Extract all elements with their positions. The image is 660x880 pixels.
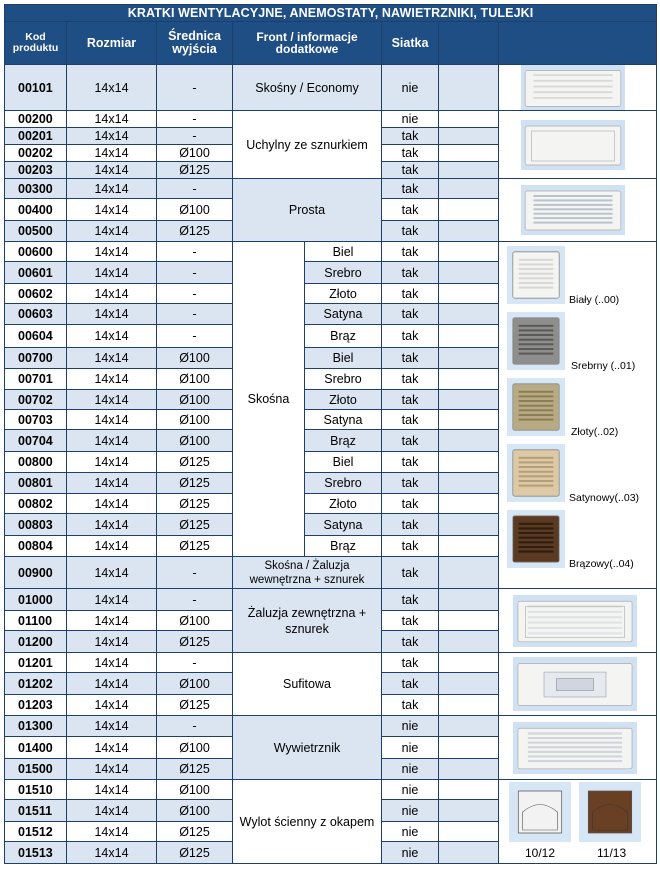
- product-size: 14x14: [67, 128, 157, 145]
- product-size: 14x14: [67, 369, 157, 390]
- product-code: 00600: [5, 242, 67, 262]
- product-code: 00601: [5, 262, 67, 284]
- header-size: Rozmiar: [67, 22, 157, 65]
- table-row: [5, 179, 657, 199]
- mesh-value: nie: [382, 716, 439, 737]
- product-size: 14x14: [67, 221, 157, 242]
- product-size: 14x14: [67, 390, 157, 410]
- product-size: 14x14: [67, 695, 157, 716]
- product-size: 14x14: [67, 430, 157, 452]
- blank-cell: [439, 695, 499, 716]
- mesh-value: tak: [382, 284, 439, 304]
- product-size: 14x14: [67, 284, 157, 304]
- product-code: 00701: [5, 369, 67, 390]
- mesh-value: tak: [382, 430, 439, 452]
- img-zaluzja: [499, 589, 657, 653]
- product-code: 01203: [5, 695, 67, 716]
- product-code: 00400: [5, 199, 67, 221]
- mesh-value: tak: [382, 514, 439, 536]
- front-color: Satyna: [305, 410, 382, 430]
- table-row: [5, 780, 657, 800]
- product-diameter: Ø100: [157, 348, 233, 369]
- product-size: 14x14: [67, 473, 157, 494]
- product-diameter: Ø125: [157, 162, 233, 179]
- blank-cell: [439, 473, 499, 494]
- blank-cell: [439, 262, 499, 284]
- product-diameter: Ø100: [157, 199, 233, 221]
- product-code: 00802: [5, 494, 67, 514]
- blank-cell: [439, 410, 499, 430]
- mesh-value: nie: [382, 800, 439, 822]
- blank-cell: [439, 822, 499, 842]
- blank-cell: [439, 800, 499, 822]
- blank-cell: [439, 536, 499, 557]
- img-colors: [499, 242, 657, 589]
- blank-cell: [439, 179, 499, 199]
- product-size: 14x14: [67, 304, 157, 325]
- product-code: 00803: [5, 514, 67, 536]
- product-diameter: Ø100: [157, 673, 233, 695]
- product-code: 00703: [5, 410, 67, 430]
- product-code: 01300: [5, 716, 67, 737]
- product-diameter: -: [157, 325, 233, 348]
- product-diameter: -: [157, 557, 233, 589]
- front-label: Wylot ścienny z okapem: [233, 780, 382, 864]
- product-diameter: Ø100: [157, 145, 233, 162]
- product-table-wrapper: [4, 4, 656, 864]
- product-photo: [513, 722, 637, 777]
- mesh-value: tak: [382, 221, 439, 242]
- product-diameter: -: [157, 304, 233, 325]
- product-photo: [521, 65, 625, 111]
- product-code: 00200: [5, 111, 67, 128]
- blank-cell: [439, 284, 499, 304]
- blank-cell: [439, 611, 499, 631]
- mesh-value: nie: [382, 780, 439, 800]
- blank-cell: [439, 842, 499, 864]
- table-title: KRATKI WENTYLACYJNE, ANEMOSTATY, NAWIETRZNIKI, TULEJKI: [5, 5, 657, 22]
- product-size: 14x14: [67, 557, 157, 589]
- front-label: Żaluzja zewnętrzna + sznurek: [233, 589, 382, 653]
- product-code: 00604: [5, 325, 67, 348]
- product-diameter: Ø100: [157, 800, 233, 822]
- photo-caption: 10/12: [525, 846, 556, 860]
- blank-cell: [439, 494, 499, 514]
- product-diameter: Ø125: [157, 695, 233, 716]
- front-label: Wywietrznik: [233, 716, 382, 780]
- front-label: Skośny / Economy: [233, 65, 382, 111]
- mesh-value: nie: [382, 842, 439, 864]
- photo-caption: Biały (..00): [569, 294, 620, 306]
- product-diameter: Ø125: [157, 221, 233, 242]
- product-table: [4, 4, 657, 864]
- front-color: Biel: [305, 348, 382, 369]
- blank-cell: [439, 780, 499, 800]
- mesh-value: tak: [382, 199, 439, 221]
- product-diameter: Ø125: [157, 494, 233, 514]
- blank-cell: [439, 145, 499, 162]
- blank-cell: [439, 348, 499, 369]
- photo-caption: Satynowy(..03): [569, 492, 640, 504]
- product-size: 14x14: [67, 348, 157, 369]
- front-color: Biel: [305, 242, 382, 262]
- product-size: 14x14: [67, 145, 157, 162]
- product-diameter: Ø125: [157, 759, 233, 780]
- product-size: 14x14: [67, 822, 157, 842]
- blank-cell: [439, 242, 499, 262]
- product-diameter: Ø100: [157, 611, 233, 631]
- mesh-value: tak: [382, 557, 439, 589]
- product-code: 00702: [5, 390, 67, 410]
- product-diameter: Ø100: [157, 737, 233, 759]
- img-wylot: [499, 780, 657, 864]
- product-code: 00201: [5, 128, 67, 145]
- mesh-value: tak: [382, 536, 439, 557]
- product-diameter: -: [157, 128, 233, 145]
- header-image: [499, 22, 657, 65]
- product-size: 14x14: [67, 589, 157, 611]
- product-diameter: Ø125: [157, 473, 233, 494]
- product-diameter: Ø125: [157, 452, 233, 473]
- mesh-value: tak: [382, 473, 439, 494]
- color-swatch-photo: [507, 378, 565, 439]
- img-prosta: [499, 179, 657, 242]
- product-code: 01100: [5, 611, 67, 631]
- front-color: Srebro: [305, 262, 382, 284]
- product-size: 14x14: [67, 262, 157, 284]
- front-color: Satyna: [305, 304, 382, 325]
- img-uchylny: [499, 111, 657, 179]
- product-size: 14x14: [67, 716, 157, 737]
- blank-cell: [439, 304, 499, 325]
- front-color: Satyna: [305, 514, 382, 536]
- front-color: Brąz: [305, 536, 382, 557]
- product-size: 14x14: [67, 673, 157, 695]
- product-size: 14x14: [67, 325, 157, 348]
- product-size: 14x14: [67, 611, 157, 631]
- front-label: Prosta: [233, 179, 382, 242]
- mesh-value: nie: [382, 759, 439, 780]
- blank-cell: [439, 653, 499, 673]
- mesh-value: tak: [382, 695, 439, 716]
- header-front: Front / informacje dodatkowe: [233, 22, 382, 65]
- table-row: [5, 653, 657, 673]
- product-diameter: Ø100: [157, 390, 233, 410]
- front-color: Brąz: [305, 430, 382, 452]
- mesh-value: tak: [382, 348, 439, 369]
- product-diameter: Ø125: [157, 536, 233, 557]
- product-size: 14x14: [67, 842, 157, 864]
- product-size: 14x14: [67, 759, 157, 780]
- product-diameter: -: [157, 111, 233, 128]
- mesh-value: tak: [382, 410, 439, 430]
- mesh-value: tak: [382, 494, 439, 514]
- product-diameter: -: [157, 179, 233, 199]
- front-color: Biel: [305, 452, 382, 473]
- product-size: 14x14: [67, 514, 157, 536]
- front-color: Srebro: [305, 473, 382, 494]
- product-code: 00300: [5, 179, 67, 199]
- product-diameter: Ø125: [157, 514, 233, 536]
- product-code: 00500: [5, 221, 67, 242]
- product-diameter: Ø100: [157, 430, 233, 452]
- product-code: 00202: [5, 145, 67, 162]
- product-diameter: Ø125: [157, 822, 233, 842]
- front-color: Srebro: [305, 369, 382, 390]
- product-size: 14x14: [67, 653, 157, 673]
- blank-cell: [439, 514, 499, 536]
- mesh-value: tak: [382, 128, 439, 145]
- blank-cell: [439, 325, 499, 348]
- blank-cell: [439, 430, 499, 452]
- blank-cell: [439, 221, 499, 242]
- product-code: 01512: [5, 822, 67, 842]
- product-size: 14x14: [67, 199, 157, 221]
- front-label: Sufitowa: [233, 653, 382, 716]
- header-blank: [439, 22, 499, 65]
- mesh-value: tak: [382, 452, 439, 473]
- product-code: 00804: [5, 536, 67, 557]
- table-body: [5, 65, 657, 864]
- blank-cell: [439, 589, 499, 611]
- front-color: Złoto: [305, 494, 382, 514]
- mesh-value: tak: [382, 179, 439, 199]
- header-diameter: Średnica wyjścia: [157, 22, 233, 65]
- mesh-value: tak: [382, 369, 439, 390]
- product-size: 14x14: [67, 111, 157, 128]
- blank-cell: [439, 557, 499, 589]
- product-photo: [513, 595, 637, 650]
- photo-caption: Srebrny (..01): [571, 360, 636, 372]
- front-label: Skośna / Żaluzja wewnętrzna + sznurek: [233, 557, 382, 589]
- product-diameter: -: [157, 716, 233, 737]
- table-row: [5, 242, 657, 262]
- mesh-value: nie: [382, 737, 439, 759]
- photo-caption: 11/13: [597, 846, 627, 860]
- product-size: 14x14: [67, 737, 157, 759]
- front-color: Złoto: [305, 390, 382, 410]
- product-photo: [521, 120, 625, 173]
- product-photo: [521, 185, 625, 238]
- product-code: 01200: [5, 631, 67, 653]
- mesh-value: tak: [382, 390, 439, 410]
- mesh-value: tak: [382, 304, 439, 325]
- blank-cell: [439, 673, 499, 695]
- header-mesh: Siatka: [382, 22, 439, 65]
- product-diameter: -: [157, 242, 233, 262]
- product-size: 14x14: [67, 162, 157, 179]
- color-swatch-photo: [507, 444, 565, 505]
- product-code: 00101: [5, 65, 67, 111]
- img-wywietrznik: [499, 716, 657, 780]
- product-code: 00700: [5, 348, 67, 369]
- mesh-value: nie: [382, 65, 439, 111]
- blank-cell: [439, 128, 499, 145]
- photo-caption: Złoty(..02): [571, 426, 619, 438]
- product-diameter: Ø100: [157, 410, 233, 430]
- table-row: [5, 589, 657, 611]
- blank-cell: [439, 759, 499, 780]
- product-diameter: -: [157, 284, 233, 304]
- table-row: [5, 716, 657, 737]
- blank-cell: [439, 716, 499, 737]
- blank-cell: [439, 452, 499, 473]
- front-color: Złoto: [305, 284, 382, 304]
- product-size: 14x14: [67, 65, 157, 111]
- mesh-value: tak: [382, 145, 439, 162]
- front-label: Uchylny ze sznurkiem: [233, 111, 382, 179]
- mesh-value: tak: [382, 631, 439, 653]
- product-size: 14x14: [67, 179, 157, 199]
- product-size: 14x14: [67, 410, 157, 430]
- mesh-value: tak: [382, 325, 439, 348]
- product-size: 14x14: [67, 494, 157, 514]
- product-code: 01202: [5, 673, 67, 695]
- product-code: 01511: [5, 800, 67, 822]
- color-swatch-photo: [507, 312, 565, 373]
- blank-cell: [439, 199, 499, 221]
- product-diameter: -: [157, 262, 233, 284]
- mesh-value: tak: [382, 262, 439, 284]
- product-diameter: Ø125: [157, 842, 233, 864]
- product-code: 00602: [5, 284, 67, 304]
- mesh-value: tak: [382, 242, 439, 262]
- product-code: 01513: [5, 842, 67, 864]
- product-size: 14x14: [67, 800, 157, 822]
- product-code: 01000: [5, 589, 67, 611]
- product-code: 00704: [5, 430, 67, 452]
- img-sufitowa: [499, 653, 657, 716]
- product-code: 01510: [5, 780, 67, 800]
- product-code: 00603: [5, 304, 67, 325]
- blank-cell: [439, 65, 499, 111]
- mesh-value: nie: [382, 111, 439, 128]
- color-swatch-photo: [507, 510, 565, 571]
- product-code: 00900: [5, 557, 67, 589]
- product-code: 01201: [5, 653, 67, 673]
- product-diameter: Ø125: [157, 631, 233, 653]
- color-swatch-photo: [507, 246, 565, 307]
- header-code: Kod produktu: [5, 22, 67, 65]
- blank-cell: [439, 737, 499, 759]
- product-size: 14x14: [67, 780, 157, 800]
- blank-cell: [439, 390, 499, 410]
- mesh-value: tak: [382, 673, 439, 695]
- img-economy: [499, 65, 657, 111]
- mesh-value: tak: [382, 653, 439, 673]
- product-diameter: -: [157, 65, 233, 111]
- product-code: 00800: [5, 452, 67, 473]
- product-photo: [513, 657, 637, 714]
- photo-caption: Brązowy(..04): [569, 558, 634, 570]
- product-diameter: -: [157, 653, 233, 673]
- mesh-value: nie: [382, 822, 439, 842]
- blank-cell: [439, 111, 499, 128]
- product-size: 14x14: [67, 452, 157, 473]
- product-diameter: -: [157, 589, 233, 611]
- product-code: 00203: [5, 162, 67, 179]
- table-row: [5, 65, 657, 111]
- product-code: 00801: [5, 473, 67, 494]
- product-code: 01500: [5, 759, 67, 780]
- product-size: 14x14: [67, 242, 157, 262]
- mesh-value: tak: [382, 162, 439, 179]
- mesh-value: tak: [382, 611, 439, 631]
- blank-cell: [439, 369, 499, 390]
- front-color: Brąz: [305, 325, 382, 348]
- product-size: 14x14: [67, 536, 157, 557]
- hood-white-photo: [509, 782, 571, 845]
- product-diameter: Ø100: [157, 369, 233, 390]
- product-code: 01400: [5, 737, 67, 759]
- table-row: [5, 111, 657, 128]
- mesh-value: tak: [382, 589, 439, 611]
- front-label: Skośna: [233, 242, 305, 557]
- blank-cell: [439, 631, 499, 653]
- product-diameter: Ø100: [157, 780, 233, 800]
- hood-brown-photo: [579, 782, 641, 845]
- blank-cell: [439, 162, 499, 179]
- product-size: 14x14: [67, 631, 157, 653]
